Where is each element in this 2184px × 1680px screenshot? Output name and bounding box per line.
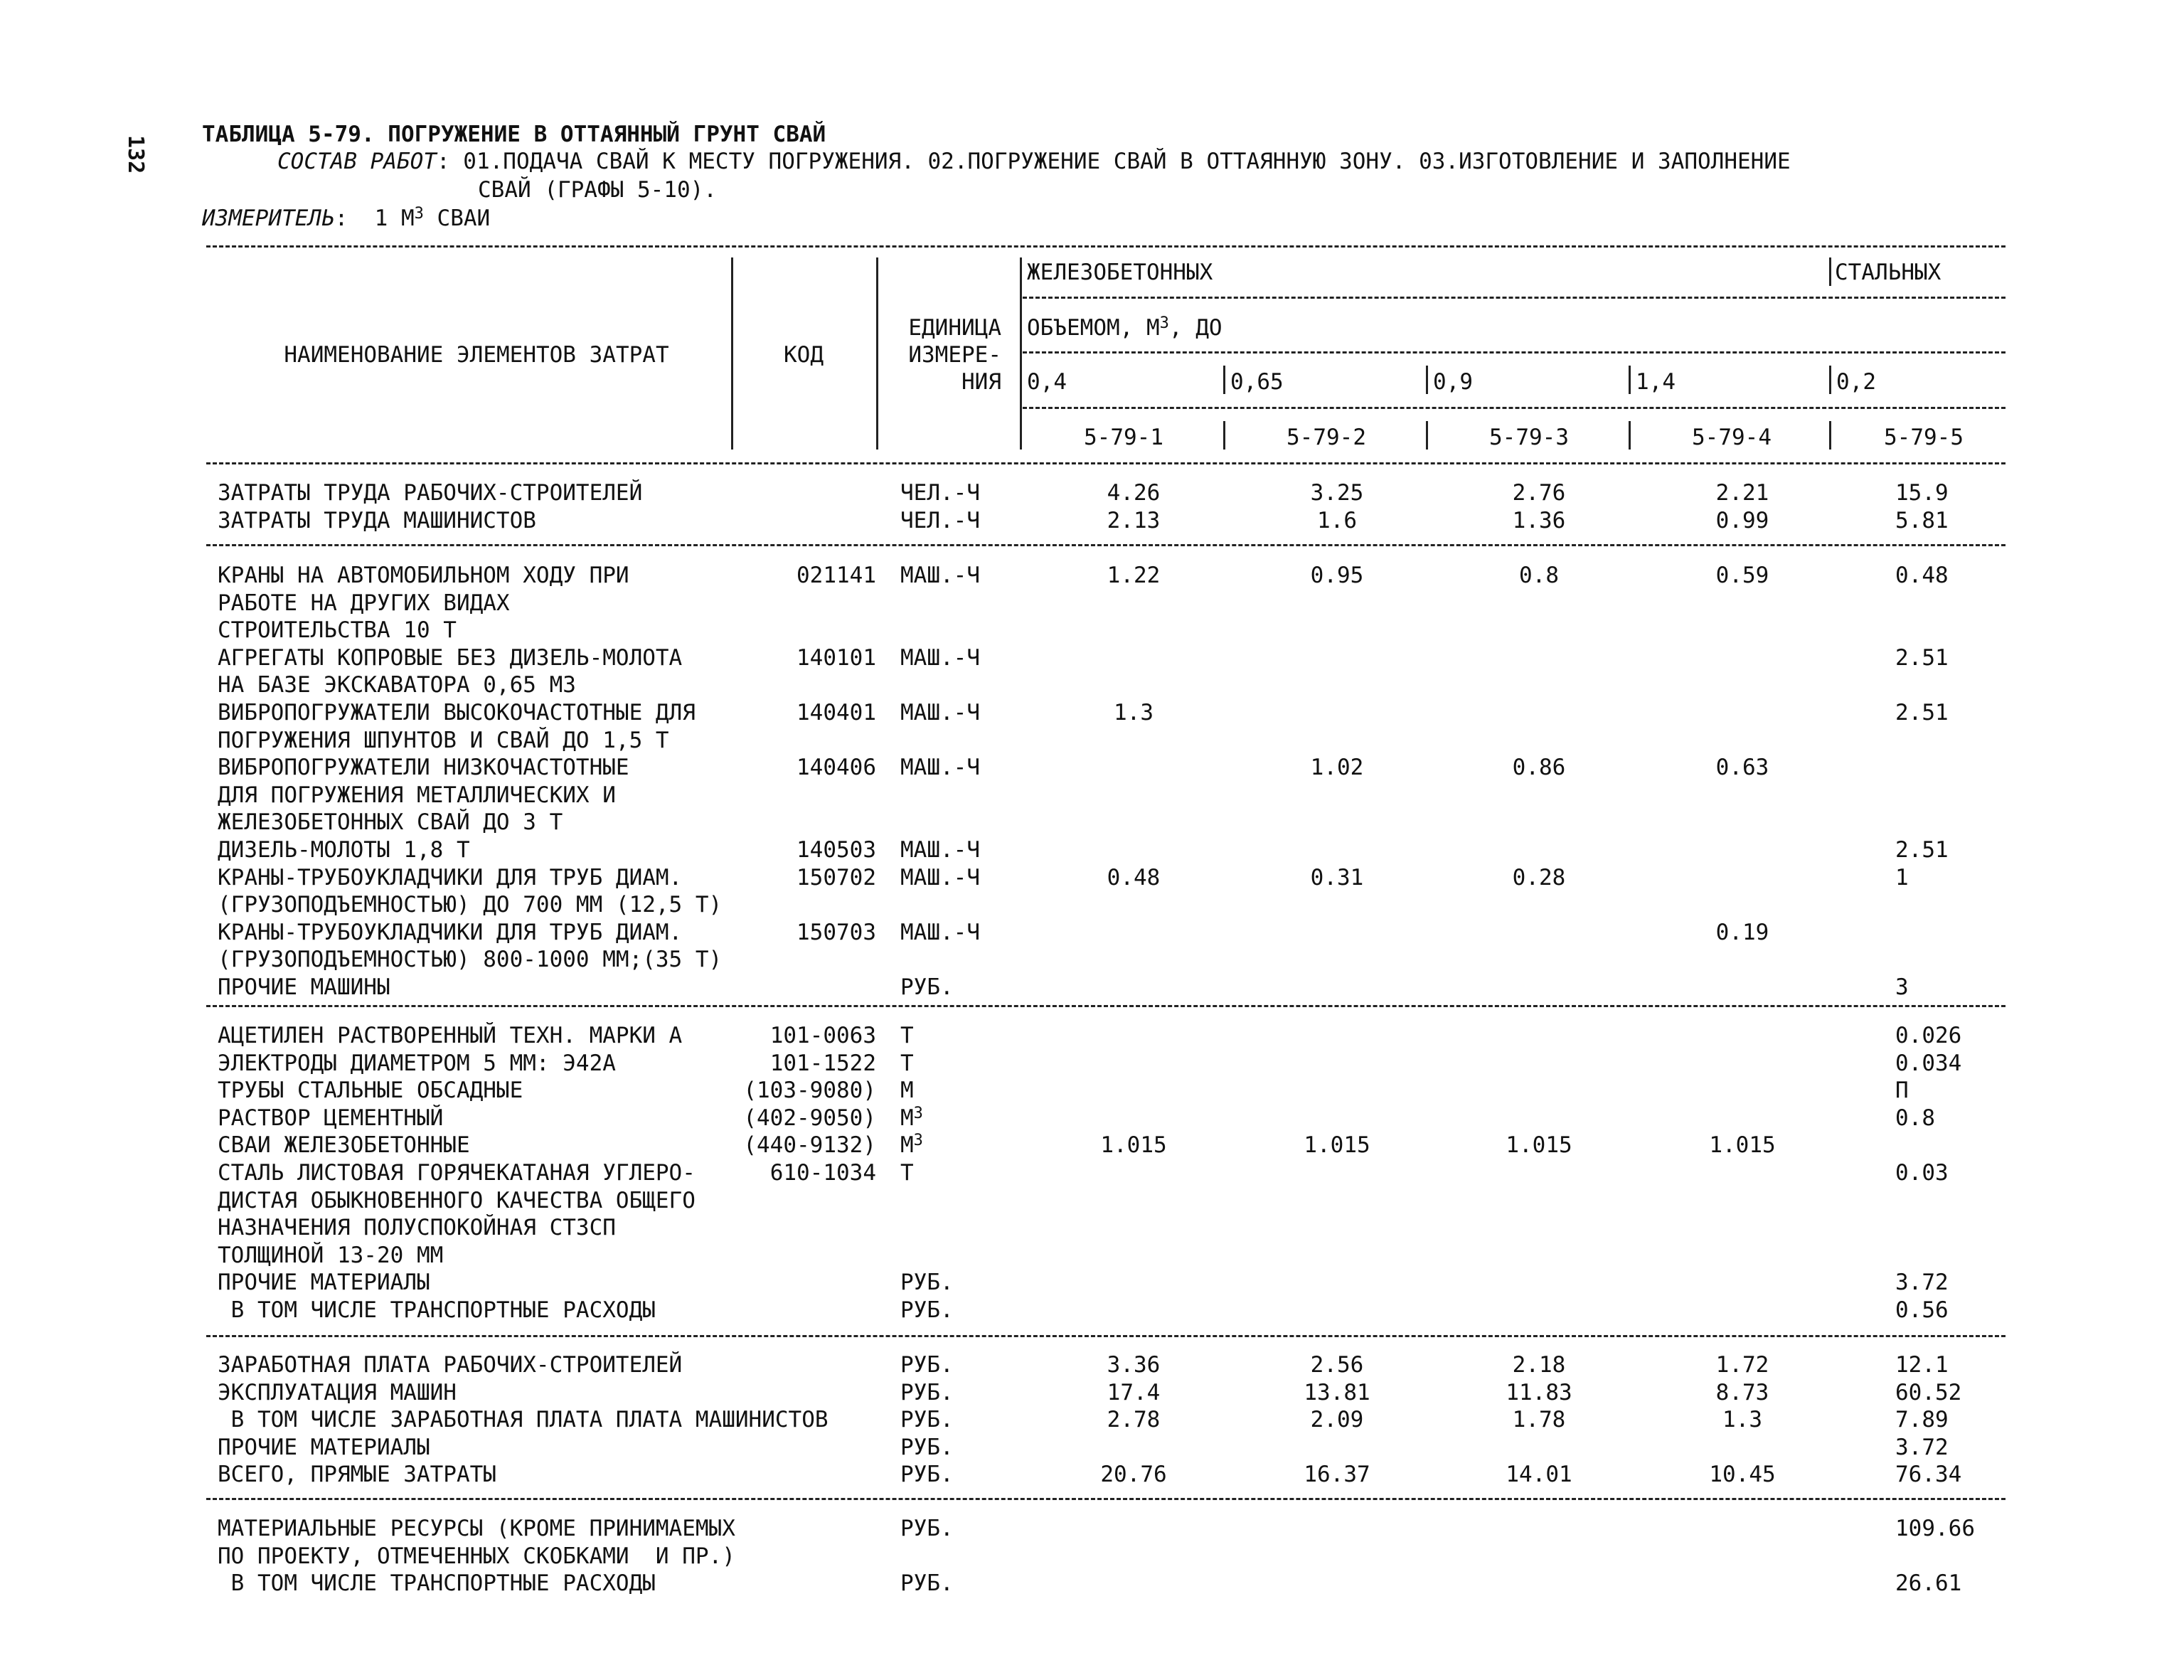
row-value: 3.36 bbox=[1107, 1352, 1161, 1378]
row-value-steel: 76.34 bbox=[1895, 1462, 1962, 1488]
measure-label: ИЗМЕРИТЕЛЬ bbox=[202, 206, 335, 231]
row-value: 1.015 bbox=[1506, 1132, 1572, 1159]
row-code: (103-9080) bbox=[743, 1078, 876, 1104]
header-volume-4: 1,4 bbox=[1636, 369, 1676, 395]
row-name: СТРОИТЕЛЬСТВА 10 Т bbox=[218, 617, 457, 644]
row-unit: Т bbox=[900, 1023, 914, 1048]
measure-post: СВАИ bbox=[423, 206, 491, 231]
row-name: НА БАЗЕ ЭКСКАВАТОРА 0,65 М3 bbox=[218, 672, 576, 698]
table-title: ТАБЛИЦА 5-79. ПОГРУЖЕНИЕ В ОТТАЯННЫЙ ГРУНТ СВАЙ bbox=[202, 122, 826, 147]
row-name: АЦЕТИЛЕН РАСТВОРЕННЫЙ ТЕХН. МАРКИ А bbox=[218, 1023, 683, 1048]
row-name: ТОЛЩИНОЙ 13-20 ММ bbox=[218, 1242, 444, 1268]
row-value: 2.76 bbox=[1512, 480, 1566, 506]
row-value: 1.3 bbox=[1722, 1407, 1762, 1433]
page-number: 132 bbox=[123, 135, 148, 174]
header-divider bbox=[1829, 421, 1831, 450]
row-code: 101-1522 bbox=[769, 1050, 876, 1076]
row-value: 2.21 bbox=[1715, 480, 1769, 506]
row-value-steel: 109.66 bbox=[1895, 1516, 1975, 1541]
header-unit-2: ИЗМЕРЕ- bbox=[908, 342, 1001, 368]
row-value: 13.81 bbox=[1304, 1379, 1370, 1405]
header-volume-pre: ОБЪЕМОМ, М bbox=[1027, 315, 1160, 341]
header-divider bbox=[731, 257, 733, 450]
row-unit: МАШ.-Ч bbox=[900, 700, 980, 725]
row-value: 0.63 bbox=[1715, 755, 1769, 781]
row-value: 1.72 bbox=[1715, 1352, 1769, 1378]
row-name: ПРОЧИЕ МАТЕРИАЛЫ bbox=[218, 1434, 430, 1460]
row-value: 1.78 bbox=[1512, 1407, 1566, 1433]
row-name: КРАНЫ-ТРУБОУКЛАДЧИКИ ДЛЯ ТРУБ ДИАМ. bbox=[218, 919, 683, 945]
row-value: 0.95 bbox=[1310, 563, 1364, 588]
row-unit: Т bbox=[900, 1050, 914, 1076]
row-unit: МАШ.-Ч bbox=[900, 563, 980, 588]
row-value: 1.36 bbox=[1512, 507, 1566, 533]
row-value-steel: 2.51 bbox=[1895, 837, 1949, 863]
row-code: (440-9132) bbox=[743, 1132, 876, 1159]
header-divider bbox=[1223, 366, 1225, 394]
row-code: 140101 bbox=[797, 644, 876, 671]
row-name: В ТОМ ЧИСЛЕ ТРАНСПОРТНЫЕ РАСХОДЫ bbox=[218, 1297, 656, 1323]
row-unit: ЧЕЛ.-Ч bbox=[900, 480, 980, 506]
row-unit: РУБ. bbox=[900, 1570, 954, 1597]
row-value: 0.59 bbox=[1715, 563, 1769, 588]
row-unit: РУБ. bbox=[900, 1407, 954, 1433]
row-value: 4.26 bbox=[1107, 480, 1161, 506]
row-name: ЖЕЛЕЗОБЕТОННЫХ СВАЙ ДО 3 Т bbox=[218, 809, 563, 836]
row-name: КРАНЫ-ТРУБОУКЛАДЧИКИ ДЛЯ ТРУБ ДИАМ. bbox=[218, 864, 683, 890]
row-code: 021141 bbox=[797, 563, 876, 588]
row-name: ПРОЧИЕ МАШИНЫ bbox=[218, 974, 390, 1000]
header-group-rc: ЖЕЛЕЗОБЕТОННЫХ bbox=[1027, 260, 1213, 285]
row-unit: РУБ. bbox=[900, 1462, 954, 1488]
measure-value: : 1 М bbox=[334, 206, 415, 231]
header-code-2: 5-79-2 bbox=[1287, 425, 1366, 450]
row-name: ТРУБЫ СТАЛЬНЫЕ ОБСАДНЫЕ bbox=[218, 1078, 523, 1104]
composition-label: СОСТАВ РАБОТ bbox=[277, 149, 437, 174]
row-code: 610-1034 bbox=[769, 1160, 876, 1186]
rule-section bbox=[206, 1498, 2005, 1500]
row-value: 20.76 bbox=[1100, 1462, 1167, 1488]
header-volume bbox=[1027, 314, 1222, 341]
row-value-steel: 0.034 bbox=[1895, 1050, 1962, 1076]
row-unit: МАШ.-Ч bbox=[900, 755, 980, 781]
row-name: ВИБРОПОГРУЖАТЕЛИ НИЗКОЧАСТОТНЫЕ bbox=[218, 755, 629, 781]
row-value-steel: 3 bbox=[1895, 974, 1909, 1000]
row-name: (ГРУЗОПОДЪЕМНОСТЬЮ) ДО 700 ММ (12,5 Т) bbox=[218, 892, 723, 918]
row-value: 2.13 bbox=[1107, 507, 1161, 533]
row-value: 0.31 bbox=[1310, 864, 1364, 890]
header-divider bbox=[876, 257, 878, 450]
row-unit: $М^3$ bbox=[900, 1132, 923, 1159]
row-value: 0.28 bbox=[1512, 864, 1566, 890]
row-code: 140406 bbox=[797, 755, 876, 781]
row-name: НАЗНАЧЕНИЯ ПОЛУСПОКОЙНАЯ СТ3СП bbox=[218, 1215, 616, 1241]
unit-sup: 3 bbox=[913, 1104, 923, 1122]
header-code-4: 5-79-4 bbox=[1692, 425, 1772, 450]
row-value-steel: 26.61 bbox=[1895, 1570, 1962, 1597]
row-name: СТАЛЬ ЛИСТОВАЯ ГОРЯЧЕКАТАНАЯ УГЛЕРО- bbox=[218, 1160, 696, 1186]
row-value: 1.015 bbox=[1304, 1132, 1370, 1159]
row-name: ВИБРОПОГРУЖАТЕЛИ ВЫСОКОЧАСТОТНЫЕ ДЛЯ bbox=[218, 700, 696, 725]
row-name: ЭЛЕКТРОДЫ ДИАМЕТРОМ 5 ММ: Э42А bbox=[218, 1050, 616, 1076]
row-code: 140401 bbox=[797, 700, 876, 725]
row-unit: Т bbox=[900, 1160, 914, 1186]
row-value-steel: 60.52 bbox=[1895, 1379, 1962, 1405]
row-unit: М bbox=[900, 1078, 914, 1104]
measure-line bbox=[202, 205, 490, 232]
row-value: 17.4 bbox=[1107, 1379, 1161, 1405]
rule-header bbox=[1023, 351, 2005, 353]
row-value-steel: 15.9 bbox=[1895, 480, 1949, 506]
row-code: 150702 bbox=[797, 864, 876, 890]
row-value: 1.02 bbox=[1310, 755, 1364, 781]
header-group-steel: СТАЛЬНЫХ bbox=[1835, 260, 1941, 285]
rule-header bbox=[1023, 407, 2005, 409]
row-value: 1.015 bbox=[1100, 1132, 1167, 1159]
row-unit: МАШ.-Ч bbox=[900, 919, 980, 945]
row-value: 8.73 bbox=[1715, 1379, 1769, 1405]
unit-sup: 3 bbox=[913, 1132, 923, 1150]
row-name: В ТОМ ЧИСЛЕ ТРАНСПОРТНЫЕ РАСХОДЫ bbox=[218, 1570, 656, 1597]
row-unit: $М^3$ bbox=[900, 1104, 923, 1131]
measure-sup: 3 bbox=[414, 205, 424, 223]
row-unit: РУБ. bbox=[900, 1516, 954, 1541]
row-value: 1.015 bbox=[1709, 1132, 1776, 1159]
row-name: В ТОМ ЧИСЛЕ ЗАРАБОТНАЯ ПЛАТА ПЛАТА МАШИНИСТОВ bbox=[218, 1407, 829, 1433]
header-divider bbox=[1426, 421, 1428, 450]
rule-section bbox=[206, 1335, 2005, 1337]
row-name: ДИСТАЯ ОБЫКНОВЕННОГО КАЧЕСТВА ОБЩЕГО bbox=[218, 1187, 696, 1213]
row-value: 10.45 bbox=[1709, 1462, 1776, 1488]
row-unit: МАШ.-Ч bbox=[900, 837, 980, 863]
row-name: РАБОТЕ НА ДРУГИХ ВИДАХ bbox=[218, 590, 510, 616]
row-value: 0.8 bbox=[1519, 563, 1559, 588]
row-name: ЗАТРАТЫ ТРУДА МАШИНИСТОВ bbox=[218, 507, 536, 533]
row-value: 2.78 bbox=[1107, 1407, 1161, 1433]
row-value-steel: 1 bbox=[1895, 864, 1909, 890]
row-value-steel: 0.8 bbox=[1895, 1105, 1935, 1131]
row-name: ДИЗЕЛЬ-МОЛОТЫ 1,8 Т bbox=[218, 837, 470, 863]
row-value: 11.83 bbox=[1506, 1379, 1572, 1405]
header-code-1: 5-79-1 bbox=[1084, 425, 1163, 450]
row-unit: МАШ.-Ч bbox=[900, 864, 980, 890]
row-name: ЗАРАБОТНАЯ ПЛАТА РАБОЧИХ-СТРОИТЕЛЕЙ bbox=[218, 1352, 683, 1378]
row-value: 0.19 bbox=[1715, 919, 1769, 945]
row-value-steel: 0.56 bbox=[1895, 1297, 1949, 1323]
row-value: 0.99 bbox=[1715, 507, 1769, 533]
row-value-steel: 0.48 bbox=[1895, 563, 1949, 588]
row-unit: РУБ. bbox=[900, 1270, 954, 1296]
row-value: 2.18 bbox=[1512, 1352, 1566, 1378]
row-name: ПРОЧИЕ МАТЕРИАЛЫ bbox=[218, 1270, 430, 1296]
row-name: ПОГРУЖЕНИЯ ШПУНТОВ И СВАЙ ДО 1,5 Т bbox=[218, 727, 669, 753]
row-value: 1.22 bbox=[1107, 563, 1161, 588]
row-name: КРАНЫ НА АВТОМОБИЛЬНОМ ХОДУ ПРИ bbox=[218, 563, 629, 588]
header-code: КОД bbox=[784, 342, 824, 368]
work-composition-line-1 bbox=[277, 148, 1791, 175]
row-code: (402-9050) bbox=[743, 1105, 876, 1131]
rule-header bbox=[1023, 297, 2005, 299]
header-divider bbox=[1829, 257, 1831, 286]
row-code: 101-0063 bbox=[769, 1023, 876, 1048]
row-value-steel: 0.03 bbox=[1895, 1160, 1949, 1186]
row-value-steel: 3.72 bbox=[1895, 1270, 1949, 1296]
row-unit: РУБ. bbox=[900, 1297, 954, 1323]
header-unit-3: НИЯ bbox=[962, 369, 1001, 395]
row-name: РАСТВОР ЦЕМЕНТНЫЙ bbox=[218, 1105, 444, 1131]
row-value-steel: 0.026 bbox=[1895, 1023, 1962, 1048]
row-value-steel: П bbox=[1895, 1078, 1909, 1104]
row-unit: ЧЕЛ.-Ч bbox=[900, 507, 980, 533]
header-volume-2: 0,65 bbox=[1230, 369, 1284, 395]
row-value: 0.48 bbox=[1107, 864, 1161, 890]
row-value-steel: 2.51 bbox=[1895, 644, 1949, 671]
header-divider bbox=[1223, 421, 1225, 450]
row-value: 1.6 bbox=[1317, 507, 1357, 533]
row-name: СВАИ ЖЕЛЕЗОБЕТОННЫЕ bbox=[218, 1132, 470, 1159]
row-code: 150703 bbox=[797, 919, 876, 945]
row-value: 1.3 bbox=[1114, 700, 1154, 725]
row-unit: РУБ. bbox=[900, 974, 954, 1000]
row-name: (ГРУЗОПОДЪЕМНОСТЬЮ) 800-1000 ММ;(35 Т) bbox=[218, 947, 723, 973]
row-value: 14.01 bbox=[1506, 1462, 1572, 1488]
header-code-3: 5-79-3 bbox=[1489, 425, 1569, 450]
rule-top bbox=[206, 245, 2005, 248]
row-unit: РУБ. bbox=[900, 1434, 954, 1460]
header-volume-3: 0,9 bbox=[1433, 369, 1473, 395]
row-value-steel: 12.1 bbox=[1895, 1352, 1949, 1378]
rule-section bbox=[206, 544, 2005, 546]
row-name: МАТЕРИАЛЬНЫЕ РЕСУРСЫ (КРОМЕ ПРИНИМАЕМЫХ bbox=[218, 1516, 735, 1541]
header-volume-1: 0,4 bbox=[1027, 369, 1067, 395]
row-value: 2.09 bbox=[1310, 1407, 1364, 1433]
composition-text: : 01.ПОДАЧА СВАЙ К МЕСТУ ПОГРУЖЕНИЯ. 02.ПОГРУЖЕНИЕ СВАЙ В ОТТАЯННУЮ ЗОНУ. 03.ИЗГОТОВЛЕНИЕ И ЗАПОЛНЕНИЕ bbox=[436, 149, 1791, 174]
header-unit-1: ЕДИНИЦА bbox=[908, 315, 1001, 341]
row-value-steel: 2.51 bbox=[1895, 700, 1949, 725]
header-divider bbox=[1829, 366, 1831, 394]
header-divider bbox=[1629, 421, 1631, 450]
row-value: 16.37 bbox=[1304, 1462, 1370, 1488]
row-value-steel: 5.81 bbox=[1895, 507, 1949, 533]
header-volume-post: , ДО bbox=[1168, 315, 1222, 341]
rule-section bbox=[206, 462, 2005, 464]
row-name: АГРЕГАТЫ КОПРОВЫЕ БЕЗ ДИЗЕЛЬ-МОЛОТА bbox=[218, 644, 683, 671]
header-code-5: 5-79-5 bbox=[1884, 425, 1964, 450]
row-value: 3.25 bbox=[1310, 480, 1364, 506]
work-composition-line-2: СВАЙ (ГРАФЫ 5-10). bbox=[478, 177, 717, 203]
row-code: 140503 bbox=[797, 837, 876, 863]
header-volume-sup: 3 bbox=[1159, 314, 1169, 332]
header-volume-5: 0,2 bbox=[1836, 369, 1876, 395]
row-value: 2.56 bbox=[1310, 1352, 1364, 1378]
row-value-steel: 3.72 bbox=[1895, 1434, 1949, 1460]
row-unit: РУБ. bbox=[900, 1352, 954, 1378]
header-divider bbox=[1426, 366, 1428, 394]
row-unit: РУБ. bbox=[900, 1379, 954, 1405]
row-name: ЭКСПЛУАТАЦИЯ МАШИН bbox=[218, 1379, 457, 1405]
header-name: НАИМЕНОВАНИЕ ЭЛЕМЕНТОВ ЗАТРАТ bbox=[284, 342, 669, 368]
header-divider bbox=[1020, 257, 1022, 450]
row-name: ДЛЯ ПОГРУЖЕНИЯ МЕТАЛЛИЧЕСКИХ И bbox=[218, 782, 616, 808]
row-unit: МАШ.-Ч bbox=[900, 644, 980, 671]
rule-section bbox=[206, 1005, 2005, 1007]
row-name: ЗАТРАТЫ ТРУДА РАБОЧИХ-СТРОИТЕЛЕЙ bbox=[218, 480, 643, 506]
row-value: 0.86 bbox=[1512, 755, 1566, 781]
header-divider bbox=[1629, 366, 1631, 394]
row-name: ПО ПРОЕКТУ, ОТМЕЧЕННЫХ СКОБКАМИ И ПР.) bbox=[218, 1543, 735, 1569]
row-value-steel: 7.89 bbox=[1895, 1407, 1949, 1433]
row-name: ВСЕГО, ПРЯМЫЕ ЗАТРАТЫ bbox=[218, 1462, 496, 1488]
